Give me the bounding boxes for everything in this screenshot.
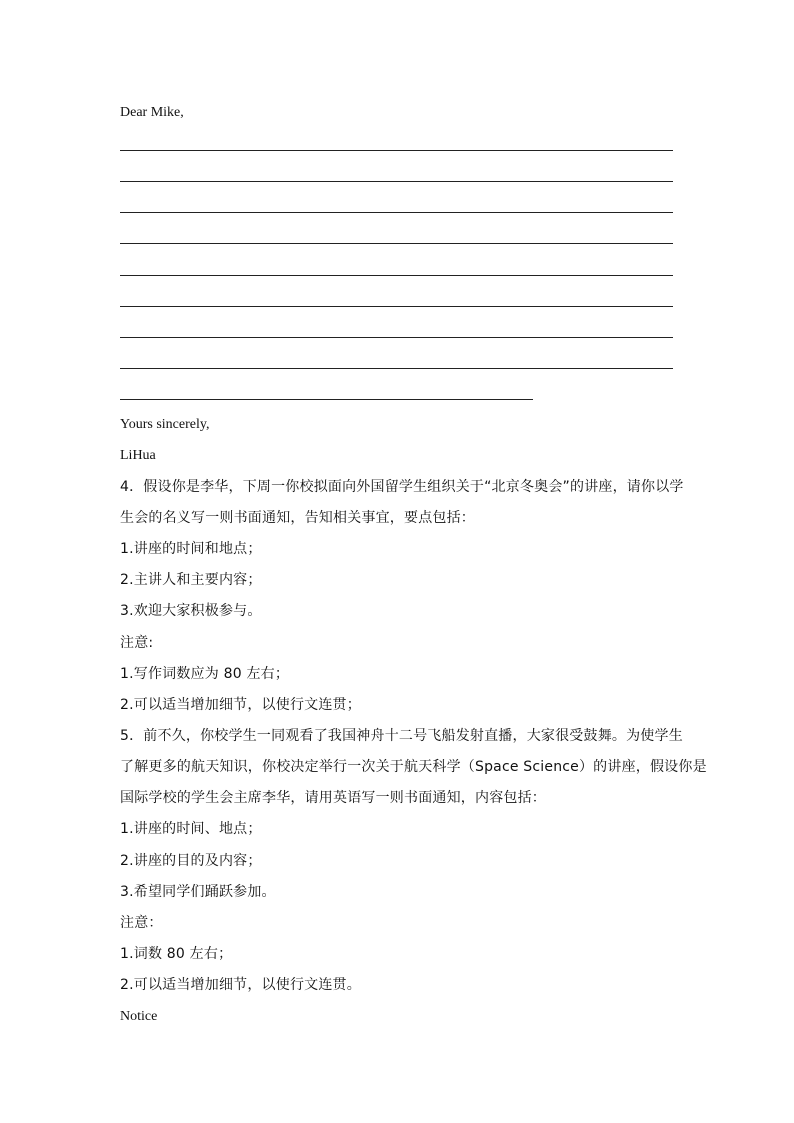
task5-note-label: 注意： [120,915,163,931]
task4-point-2: 2.主讲人和主要内容； [120,572,262,588]
writing-line-4 [120,243,673,244]
writing-line-7 [120,337,673,338]
task4-prompt-line-2: 生会的名义写一则书面通知，告知相关事宜，要点包括： [120,510,475,526]
task5-point-2: 2.讲座的目的及内容； [120,853,262,869]
task5-point-3: 3.希望同学们踊跃参加。 [120,884,276,900]
task5-prompt-line-1: 5．前不久，你校学生一同观看了我国神舟十二号飞船发射直播，大家很受鼓舞。为使学生 [120,728,683,744]
task4-note-2: 2.可以适当增加细节，以使行文连贯； [120,697,361,713]
task4-prompt-line-1: 4．假设你是李华，下周一你校拟面向外国留学生组织关于“北京冬奥会”的讲座，请你以学 [120,479,684,495]
writing-line-2 [120,181,673,182]
task4-note-1: 1.写作词数应为 80 左右； [120,666,290,682]
task5-prompt-line-2: 了解更多的航天知识，你校决定举行一次关于航天科学（Space Science）的讲座，假设你是 [120,759,707,775]
letter-salutation: Dear Mike, [120,105,184,120]
task5-note-2: 2.可以适当增加细节，以使行文连贯。 [120,977,361,993]
letter-signature: LiHua [120,448,156,463]
writing-line-5 [120,275,673,276]
task5-prompt-line-3: 国际学校的学生会主席李华，请用英语写一则书面通知，内容包括： [120,790,546,806]
writing-line-8 [120,368,673,369]
writing-line-6 [120,306,673,307]
task5-point-1: 1.讲座的时间、地点； [120,821,262,837]
task4-point-3: 3.欢迎大家积极参与。 [120,603,262,619]
task5-notice-heading: Notice [120,1009,158,1024]
writing-line-1 [120,150,673,151]
letter-closing: Yours sincerely, [120,417,210,432]
task5-note-1: 1.词数 80 左右； [120,946,233,962]
task4-note-label: 注意: [120,635,154,651]
writing-line-3 [120,212,673,213]
task4-point-1: 1.讲座的时间和地点； [120,541,262,557]
writing-line-9 [120,399,533,400]
